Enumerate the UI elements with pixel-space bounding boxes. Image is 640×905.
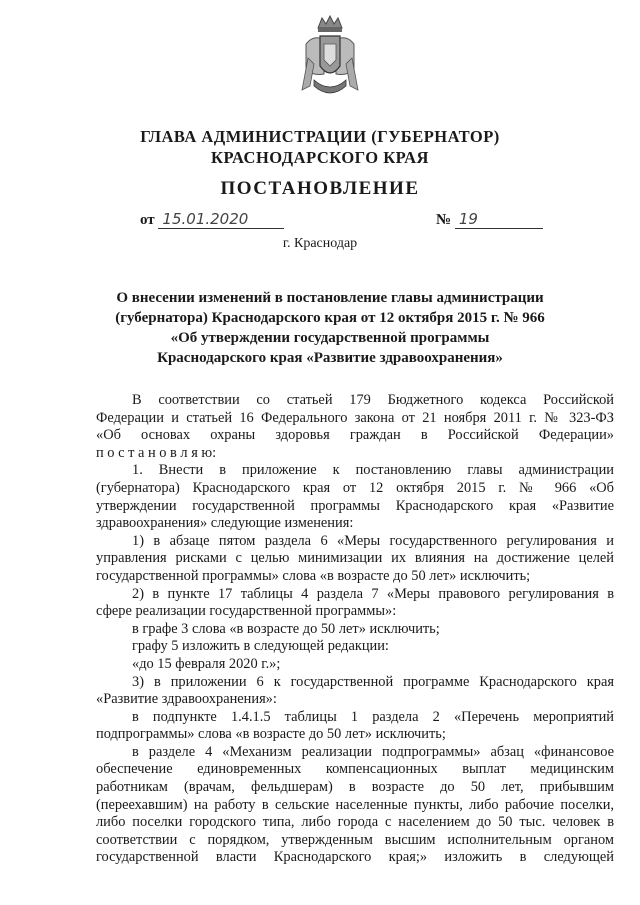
number-line — [436, 210, 543, 229]
body-line: в графе 3 слова «в возрасте до 50 лет» исключить; — [132, 620, 440, 637]
number-label: № — [436, 212, 452, 228]
date-value: 15.01.2020 — [158, 210, 284, 229]
document-type: ПОСТАНОВЛЕНИЕ — [220, 178, 420, 199]
issuer-title: ГЛАВА АДМИНИСТРАЦИИ (ГУБЕРНАТОР) — [140, 127, 500, 146]
body-line: 2) в пункте 17 таблицы 4 раздела 7 «Меры правового регулирования в — [132, 585, 614, 602]
number-value: 19 — [455, 210, 543, 229]
coat-of-arms-emblem — [300, 14, 360, 100]
body-line: государственной власти Краснодарского края;» изложить в следующей — [96, 849, 614, 866]
city: г. Краснодар — [282, 236, 358, 251]
body-line: государственной программы» слова «в возрасте до 50 лет» исключить; — [96, 567, 531, 584]
body-line: подпрограммы» слова «в возрасте до 50 лет» исключить; — [96, 726, 446, 743]
body-line: (переехавшим) на работу в сельские населенные пункты, либо рабочие поселки, — [96, 796, 614, 813]
body-line: 1. Внести в приложение к постановлению главы администрации — [132, 462, 614, 479]
body-line: графу 5 изложить в следующей редакции: — [132, 638, 389, 655]
body-line: в разделе 4 «Механизм реализации подпрограммы» абзац «финансовое — [132, 743, 614, 760]
issuer-region: КРАСНОДАРСКОГО КРАЯ — [211, 148, 429, 167]
body-line: в подпункте 1.4.1.5 таблицы 1 раздела 2 «Перечень мероприятий — [132, 708, 614, 725]
title-line: Краснодарского края «Развитие здравоохранения» — [157, 350, 503, 366]
title-line: (губернатора) Краснодарского края от 12 октября 2015 г. № 966 — [115, 310, 545, 326]
title-line: «Об утверждении государственной программы — [170, 330, 490, 346]
body-line: «Об основах охраны здоровья граждан в Российской Федерации» — [96, 427, 614, 444]
body-line: утверждении государственной программы Краснодарского края «Развитие — [96, 497, 614, 514]
body-line: соответствии с порядком, утвержденным высшим исполнительным органом — [96, 831, 614, 848]
body-line: «Развитие здравоохранения»: — [96, 691, 277, 708]
body-line: (губернатора) Краснодарского края от 12 октября 2015 г. № 966 «Об — [96, 479, 614, 496]
body-line: п о с т а н о в л я ю: — [96, 444, 217, 461]
document-body — [96, 392, 614, 867]
body-line: либо поселки городского типа, либо города с населением до 50 тыс. человек в — [96, 814, 614, 831]
body-line: работникам (врачам, фельдшерам) в возрасте до 50 лет, прибывшим — [96, 779, 614, 796]
body-line: «до 15 февраля 2020 г.»; — [132, 655, 281, 672]
date-line — [140, 210, 284, 229]
body-line: 1) в абзаце пятом раздела 6 «Меры государственного регулирования и — [132, 532, 614, 549]
title-line: О внесении изменений в постановление главы администрации — [116, 290, 544, 306]
body-line: Федерации и статьей 16 Федерального закона от 21 ноября 2011 г. № 323-ФЗ — [96, 409, 614, 426]
body-line: здравоохранения» следующие изменения: — [96, 515, 354, 532]
body-line: сфере реализации государственной программы»: — [96, 603, 397, 620]
date-label: от — [140, 212, 155, 228]
document-title — [60, 288, 600, 368]
body-line: управления рисками с целью минимизации их влияния на достижение целей — [96, 550, 614, 567]
body-line: В соответствии со статьей 179 Бюджетного кодекса Российской — [132, 392, 614, 408]
body-line: 3) в приложении 6 к государственной программе Краснодарского края — [132, 673, 614, 690]
body-line: обеспечение единовременных компенсационных выплат медицинским — [96, 761, 614, 778]
